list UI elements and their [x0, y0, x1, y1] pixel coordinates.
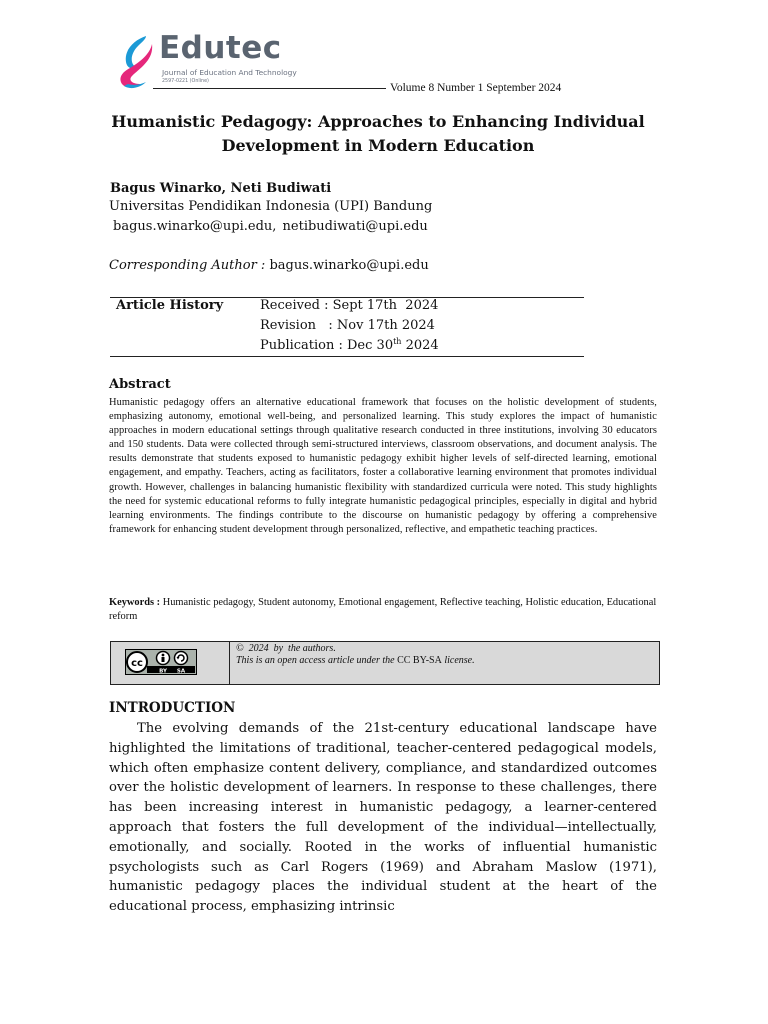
edutec-logo-icon — [116, 34, 160, 90]
keywords-label: Keywords : — [109, 597, 161, 608]
history-publication — [260, 338, 439, 353]
journal-logo — [116, 30, 316, 90]
license-name[interactable]: CC BY-SA — [397, 655, 442, 666]
license-box — [110, 641, 660, 685]
publication-sup: th — [393, 337, 402, 346]
paper-title: Humanistic Pedagogy: Approaches to Enhancing Individual Development in Modern Education — [111, 112, 645, 155]
volume-info: Volume 8 Number 1 September 2024 — [390, 82, 562, 94]
cc-badge-sa: SA — [176, 668, 186, 675]
svg-text:cc: cc — [131, 658, 143, 669]
logo-issn: 2597-0221 (Online) — [162, 79, 209, 84]
keywords — [109, 596, 659, 624]
corresponding-email: bagus.winarko@upi.edu — [269, 258, 429, 273]
corresponding-author — [109, 258, 429, 273]
logo-subtitle: Journal of Education And Technology — [162, 68, 297, 77]
header-rule — [153, 88, 386, 89]
affiliation: Universitas Pendidikan Indonesia (UPI) Bandung — [109, 199, 433, 214]
license-prefix: This is an open access article under the — [236, 655, 398, 666]
license-copyright: © 2024 by the authors. — [236, 643, 336, 654]
publication-suffix: 2024 — [401, 338, 439, 353]
corresponding-label: Corresponding Author : — [109, 258, 266, 273]
history-rule-bottom — [110, 356, 584, 357]
keywords-text: Humanistic pedagogy, Student autonomy, Emotional engagement, Reflective teaching, Holistic education, Educational reform — [109, 597, 657, 622]
abstract-text: Humanistic pedagogy offers an alternative educational framework that focuses on the holistic development of students, emphasizing autonomy, emotional well-being, and personalized learning. This study explores the impact of humanistic approaches in modern educational settings through qualitative research conducted in three institutions, involving 30 educators and 150 students. Data were collected through semi-structured interviews, classroom observations, and document analysis. The results demonstrate that students exposed to humanistic pedagogy exhibit higher levels of self-directed learning, emotional engagement, and empathy. Teachers, acting as facilitators, foster a collaborative learning environment that promotes individual growth. However, challenges in balancing humanistic flexibility with standardized curricula were noted. This study highlights the need for systemic educational reforms to fully integrate humanistic pedagogical principles, especially in digital and hybrid learning environments. The findings contribute to the discourse on humanistic pedagogy by offering a comprehensive framework for enhancing student development through personalized, reflective, and empathetic teaching practices. — [109, 397, 657, 535]
history-received: Received : Sept 17th 2024 — [260, 298, 439, 313]
history-label: Article History — [116, 298, 224, 313]
history-revision: Revision : Nov 17th 2024 — [260, 318, 435, 333]
author-emails: bagus.winarko@upi.edu, netibudiwati@upi.edu — [113, 219, 428, 234]
authors: Bagus Winarko, Neti Budiwati — [110, 181, 332, 196]
license-divider — [229, 642, 230, 684]
cc-by-sa-icon — [125, 649, 197, 675]
abstract-heading: Abstract — [109, 377, 171, 392]
introduction-heading: INTRODUCTION — [109, 700, 236, 716]
logo-title: Edutec — [159, 30, 282, 66]
cc-badge-by: BY — [159, 668, 167, 675]
introduction-text: The evolving demands of the 21st-century educational landscape have highlighted the limitations of traditional, teacher-centered pedagogical models, which often emphasize content delivery, compliance, and standardized outcomes over the holistic development of learners. In response to these challenges, there has been increasing interest in humanistic pedagogy, a learner-centered approach that fosters the full development of the individual—intellectually, emotionally, and socially. Rooted in the works of influential humanistic psychologists such as Carl Rogers (1969) and Abraham Maslow (1971), humanistic pedagogy places the individual student at the heart of the educational process, emphasizing intrinsic — [109, 721, 657, 915]
publication-prefix: Publication : Dec 30 — [260, 338, 394, 353]
license-suffix: license. — [441, 655, 475, 666]
license-statement — [236, 655, 475, 666]
